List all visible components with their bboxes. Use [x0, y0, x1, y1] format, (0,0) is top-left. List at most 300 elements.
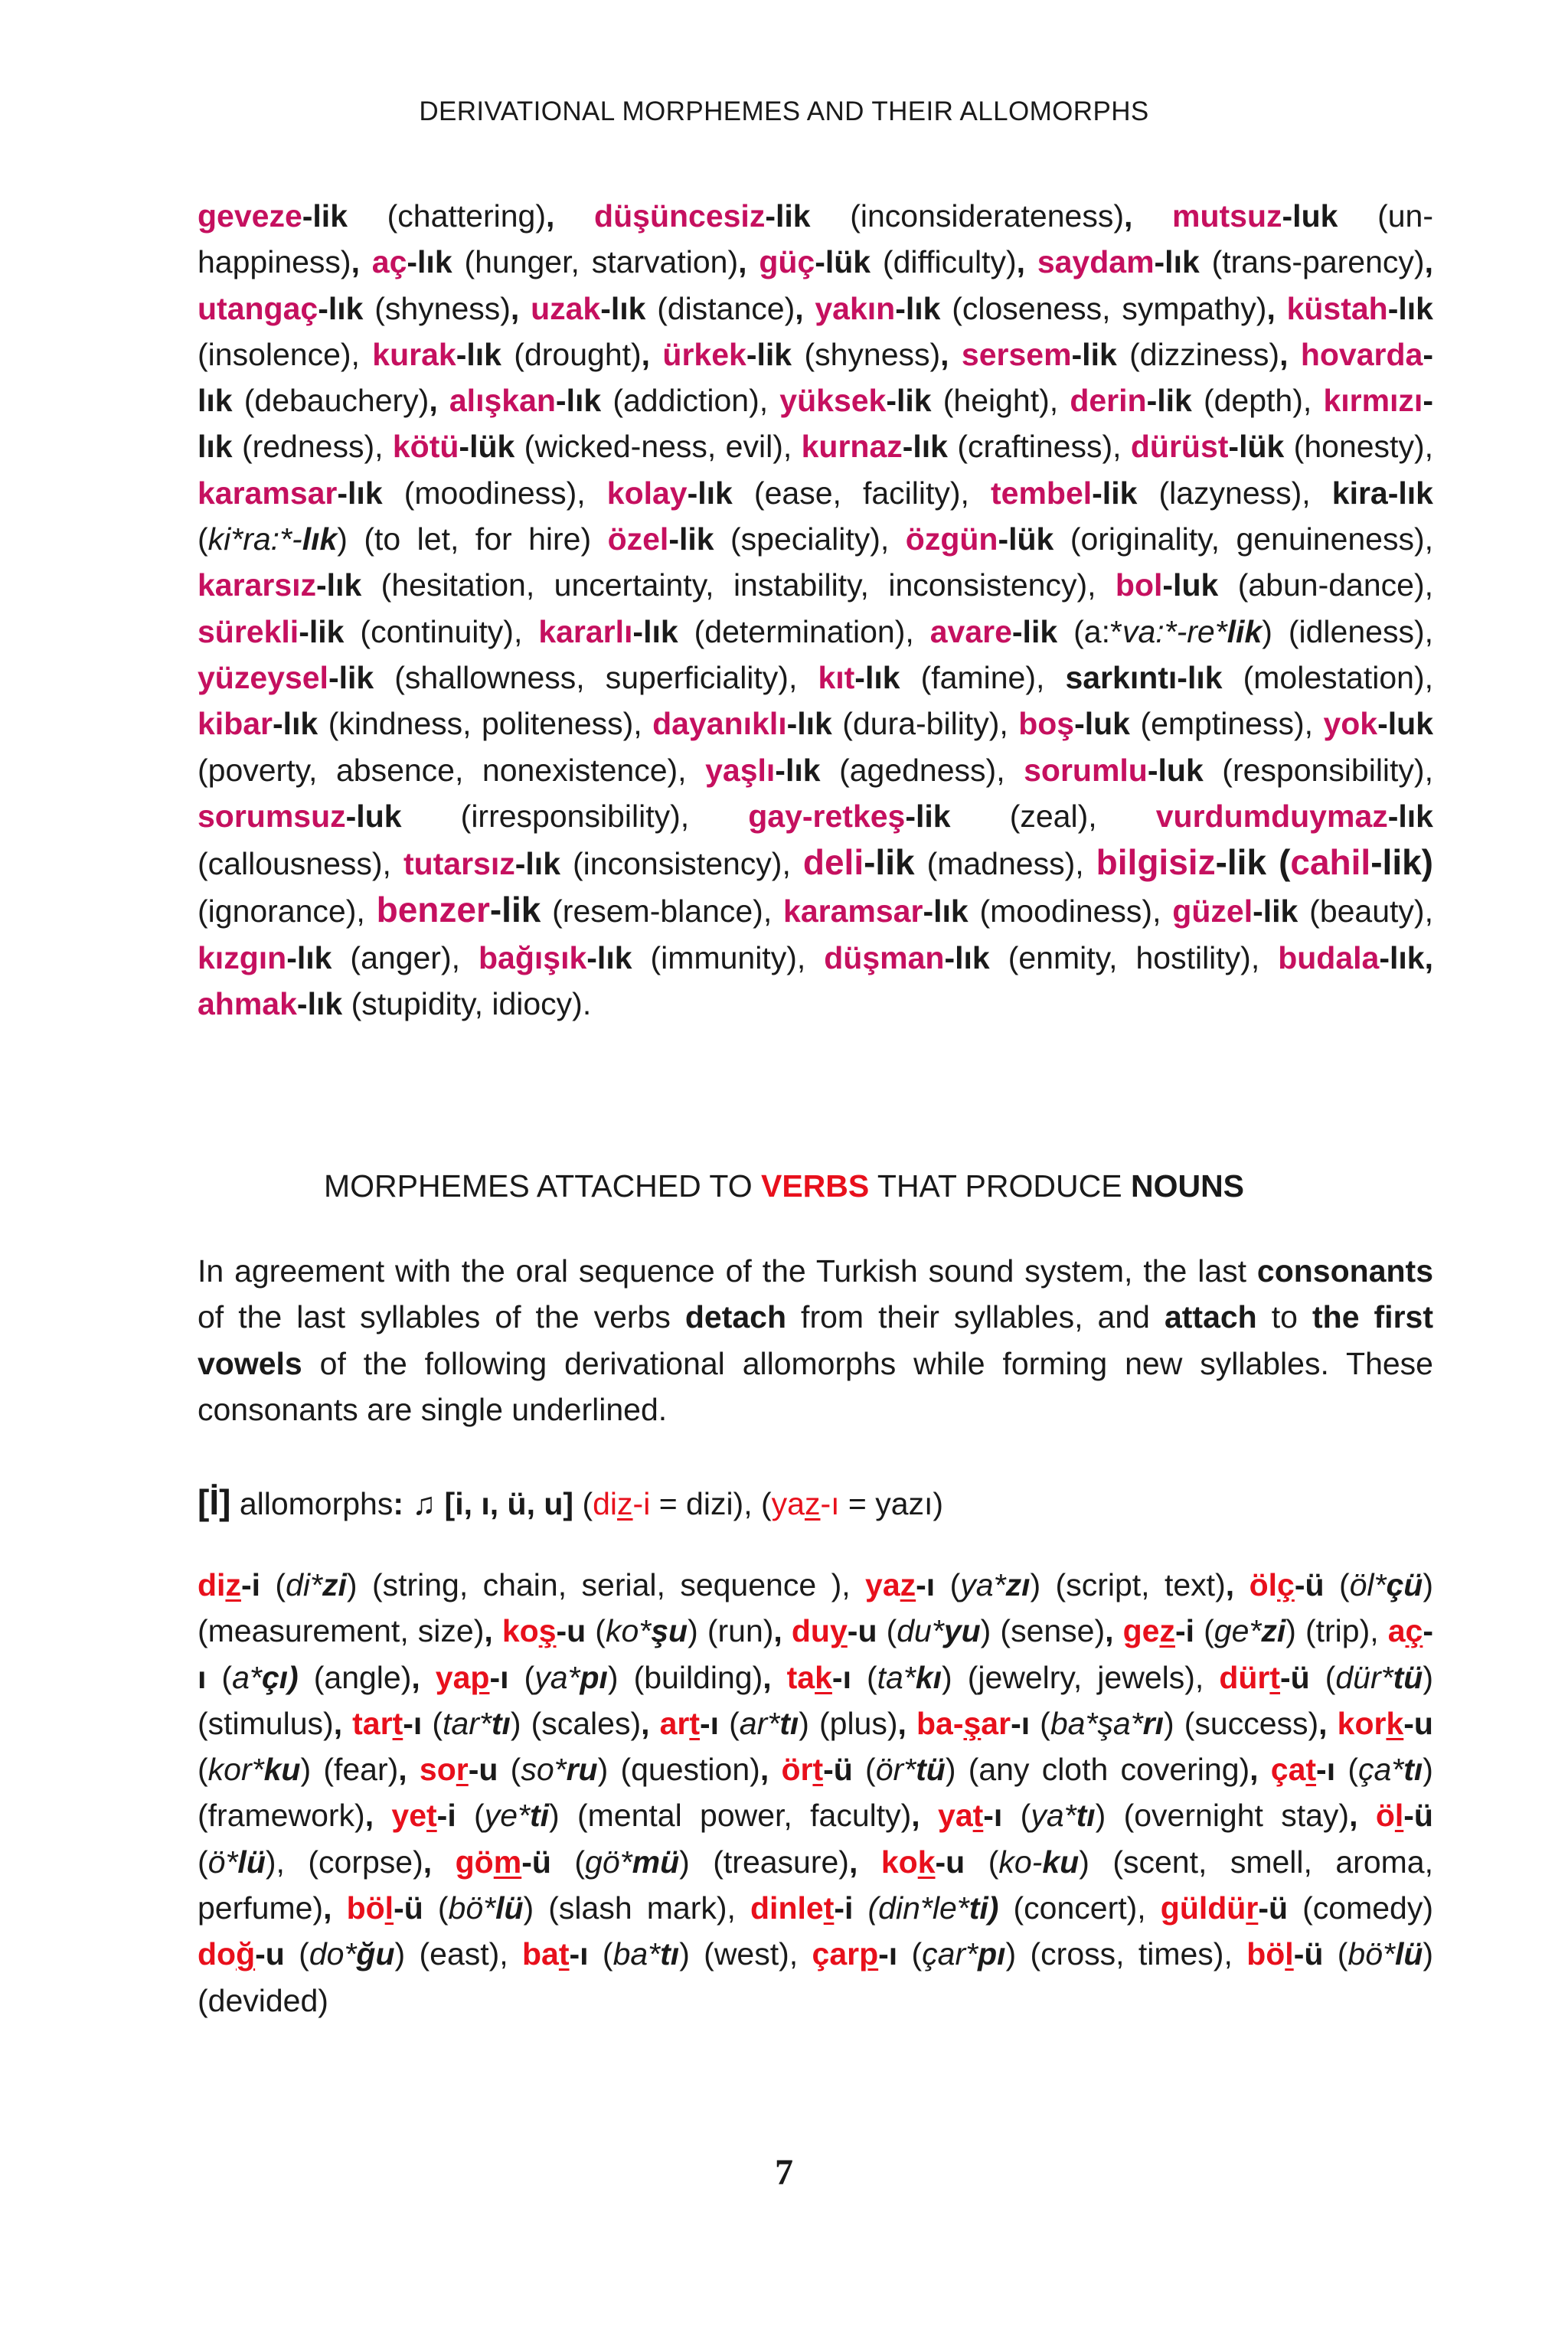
text-run: (stupidity, idiocy). — [342, 986, 592, 1022]
text-run: (insolence), — [198, 336, 373, 372]
text-run: ( — [1002, 1798, 1031, 1834]
heading-nouns: NOUNS — [1130, 1168, 1245, 1204]
pronunciation-stressed: ru — [566, 1752, 598, 1788]
bold-suffix: -lık — [456, 336, 501, 372]
text-run: (craftiness), — [948, 429, 1131, 465]
text-run: (irresponsibility), — [401, 798, 749, 834]
text-run: (a:* — [1057, 613, 1122, 649]
bold-suffix: -ı — [916, 1567, 936, 1602]
bold-suffix: -lik — [1011, 613, 1058, 649]
underlined-consonant: y — [829, 1613, 848, 1649]
bold-suffix: -lük — [815, 244, 871, 280]
text-run: (famine), — [900, 659, 1066, 695]
text-run: (depth), — [1191, 383, 1324, 419]
pronunciation: ye* — [484, 1798, 530, 1834]
stem-word: kötü — [392, 429, 459, 465]
text-run: (emptiness), — [1130, 706, 1324, 742]
bold-suffix: -u — [255, 1936, 285, 1972]
underlined-consonant: z — [617, 1486, 633, 1521]
intro-paragraph — [198, 1248, 1433, 1432]
bold-suffix: , — [351, 244, 372, 280]
text-run: (trans-parency) — [1199, 244, 1425, 280]
stem-word: ya — [865, 1567, 900, 1602]
stem-word: bilgisiz — [1096, 842, 1216, 883]
bold-suffix: , — [940, 336, 962, 372]
stem-word: ör — [781, 1752, 813, 1788]
text-run: (ease, facility), — [732, 475, 991, 511]
pronunciation-stressed: ku — [263, 1752, 301, 1788]
underlined-consonant: ç — [1405, 1613, 1423, 1649]
stem-word: benzer — [376, 890, 490, 930]
stem-word: ürkek — [662, 336, 746, 372]
text-run: ) (success) — [1164, 1705, 1319, 1741]
bold-suffix: , — [641, 336, 663, 372]
pronunciation: ge* — [1214, 1613, 1262, 1649]
bold-suffix: , — [848, 1844, 881, 1880]
stem-word: ya — [435, 1659, 471, 1695]
pronunciation: du* — [897, 1613, 944, 1649]
text-run: ) (jewelry, jewels), — [942, 1659, 1220, 1695]
text-run: ( — [422, 1705, 443, 1741]
bold-suffix: -u — [847, 1613, 877, 1649]
stem-word: sersem — [961, 336, 1072, 372]
bold-suffix: , — [763, 1659, 787, 1695]
stem-word: ye — [391, 1798, 427, 1834]
bold-suffix: -lık — [775, 752, 821, 788]
bold-suffix: -lık — [555, 383, 602, 419]
stem-word: alışkan — [449, 383, 556, 419]
bold-suffix: -lük — [998, 521, 1054, 557]
text-run: ( — [1030, 1705, 1050, 1741]
stem-word: dürüst — [1130, 429, 1229, 465]
bold-suffix: -lik — [1092, 475, 1138, 511]
bold-suffix: -lık — [318, 290, 364, 326]
stem-word: bağışık — [479, 939, 587, 975]
stem-word: ba — [522, 1936, 559, 1972]
stem-word: bol — [1115, 567, 1163, 603]
stem-word: yüzeysel — [198, 659, 328, 695]
bold-suffix: [İ] — [198, 1482, 231, 1522]
pronunciation-stressed: yu — [943, 1613, 981, 1649]
heading-part-1: MORPHEMES ATTACHED TO — [323, 1168, 761, 1204]
bold-suffix: -ü — [1294, 1567, 1325, 1602]
pronunciation: ba* — [612, 1936, 661, 1972]
stem-word: karamsar — [783, 893, 923, 929]
text-run: (abun-dance), — [1218, 567, 1433, 603]
text-run: (callousness), — [198, 846, 403, 882]
stem-word: ba- — [916, 1705, 964, 1741]
text-run: ) (sense) — [980, 1613, 1106, 1649]
bold-suffix: -lık — [407, 244, 452, 280]
text-run: (shyness) — [363, 290, 511, 326]
text-run: ) (string, chain, serial, sequence ), — [346, 1567, 866, 1602]
stem-word: ya — [938, 1798, 973, 1834]
bold-suffix: -u — [468, 1752, 498, 1788]
pronunciation-stressed: ku — [1042, 1844, 1080, 1880]
bold-suffix: , — [411, 1659, 436, 1695]
pronunciation-stressed: ti) — [969, 1890, 999, 1926]
text-run: ) (measurement, size) — [198, 1567, 1433, 1649]
bold-suffix: -ü — [394, 1890, 423, 1926]
bold-suffix: , — [1225, 1567, 1250, 1602]
stem-word: geveze — [198, 198, 302, 234]
pronunciation-stressed: mü — [632, 1844, 680, 1880]
text-run: (moodiness), — [382, 475, 607, 511]
underlined-consonant: p — [859, 1936, 879, 1972]
text-run: ( — [573, 1486, 593, 1521]
text-run: ) (mental power, faculty) — [549, 1798, 912, 1834]
text-run: (chattering) — [348, 198, 547, 234]
text-run: ) (script, text) — [1030, 1567, 1226, 1602]
underlined-consonant: z — [900, 1567, 916, 1602]
stem-word: tutarsız — [403, 846, 515, 882]
stem-word: kararlı — [538, 613, 633, 649]
underlined-consonant: ş — [538, 1613, 557, 1649]
bold-suffix: -u — [556, 1613, 586, 1649]
text-run: ) (scent, smell, aroma, perfume) — [198, 1844, 1433, 1926]
text-run: (immunity), — [632, 939, 825, 975]
bold-suffix: -lik — [668, 521, 714, 557]
pronunciation: gö* — [585, 1844, 632, 1880]
stem-word: saydam — [1037, 244, 1155, 280]
text-run: ( — [456, 1798, 485, 1834]
text-run: (ignorance), — [198, 893, 377, 929]
pronunciation-stressed: zı — [1005, 1567, 1031, 1602]
text-run: from their syllables, and — [786, 1299, 1165, 1335]
pronunciation-stressed: ğu — [356, 1936, 395, 1972]
pronunciation-stressed: çı) — [261, 1659, 299, 1695]
bold-suffix: -lık — [895, 290, 941, 326]
underlined-consonant: l — [1285, 1936, 1294, 1972]
verb-derived-nouns-paragraph — [198, 1562, 1433, 2024]
bold-suffix: sarkıntı-lık — [1065, 659, 1223, 695]
bold-suffix: , — [1124, 198, 1173, 234]
text-run: ( — [1309, 1659, 1336, 1695]
pronunciation: ya* — [960, 1567, 1006, 1602]
stem-word: hovarda — [1300, 336, 1423, 372]
bold-suffix: -lik — [1253, 893, 1298, 929]
bold-suffix: , — [423, 1844, 456, 1880]
bold-suffix: -ı — [983, 1798, 1003, 1834]
text-run: ( — [260, 1567, 286, 1602]
text-run: ( — [198, 1844, 208, 1880]
text-run: ( — [852, 1752, 876, 1788]
stem-word: budala — [1278, 939, 1380, 975]
text-run: ) (slash mark), — [523, 1890, 751, 1926]
bold-suffix: -lık — [632, 613, 678, 649]
bold-suffix: -luk — [1074, 706, 1130, 742]
bold-suffix: : ♫ [i, ı, ü, u] — [393, 1486, 574, 1521]
bold-suffix: -lük — [1228, 429, 1285, 465]
allomorph-line — [198, 1479, 943, 1527]
page-number: 7 — [775, 2152, 793, 2193]
stem-word: güzel — [1172, 893, 1253, 929]
heading-verbs: VERBS — [760, 1168, 870, 1204]
pronunciation: bö* — [448, 1890, 496, 1926]
example-red: -ı — [820, 1486, 840, 1521]
text-run: (dura-bility), — [831, 706, 1019, 742]
stem-word: ko — [501, 1613, 539, 1649]
underlined-consonant: t — [426, 1798, 437, 1834]
stem-word: bö — [1246, 1936, 1285, 1972]
text-run: ) (idleness), — [1262, 613, 1433, 649]
stem-word: yok — [1323, 706, 1378, 742]
underlined-consonant: t — [392, 1705, 403, 1741]
bold-suffix: consonants — [1256, 1253, 1433, 1289]
stem-word: di — [198, 1567, 226, 1602]
bold-suffix: -ü — [521, 1844, 551, 1880]
bold-suffix: -i — [834, 1890, 854, 1926]
bold-suffix: -lık — [1387, 290, 1433, 326]
bold-suffix: -lik — [1146, 383, 1192, 419]
bold-suffix: -ı — [831, 1659, 851, 1695]
underlined-consonant: r — [456, 1752, 469, 1788]
bold-suffix: , — [1250, 1752, 1271, 1788]
stem-word: özgün — [905, 521, 998, 557]
underlined-consonant: t — [1305, 1752, 1317, 1788]
pronunciation: ko- — [998, 1844, 1043, 1880]
stem-word: mutsuz — [1172, 198, 1282, 234]
underlined-consonant: ğ — [236, 1936, 256, 1972]
stem-word: kıt — [818, 659, 855, 695]
pronunciation-stressed: tü — [1393, 1659, 1423, 1695]
pronunciation: a* — [232, 1659, 262, 1695]
text-run: ( — [508, 1659, 535, 1695]
text-run: ) (building) — [607, 1659, 763, 1695]
text-run: (enmity, hostility), — [989, 939, 1279, 975]
text-run: ) (stimulus) — [198, 1659, 1433, 1741]
bold-suffix: -lik — [302, 198, 348, 234]
bold-suffix: -lık — [316, 567, 362, 603]
bold-suffix: , — [911, 1798, 939, 1834]
running-header: DERIVATIONAL MORPHEMES AND THEIR ALLOMORPHS — [419, 96, 1149, 126]
underlined-consonant: l — [384, 1890, 394, 1926]
stem-word: çar — [812, 1936, 860, 1972]
underlined-consonant: k — [815, 1659, 832, 1695]
stem-word: boş — [1018, 706, 1075, 742]
bold-suffix: -lık — [337, 475, 383, 511]
bold-suffix: , — [1279, 336, 1301, 372]
pronunciation: ö* — [207, 1844, 238, 1880]
stem-word: tar — [352, 1705, 393, 1741]
underlined-consonant: ç — [1277, 1567, 1295, 1602]
stem-word: yaşlı — [705, 752, 776, 788]
text-run: ( — [198, 521, 208, 557]
pronunciation-stressed: tı — [779, 1705, 799, 1741]
text-run: = dizi), ( — [650, 1486, 772, 1521]
text-run: (shyness) — [792, 336, 941, 372]
bold-suffix: ( — [1279, 842, 1291, 883]
text-run: ) (west), — [679, 1936, 812, 1972]
bold-suffix: , — [333, 1705, 353, 1741]
stem-word: sorumlu — [1024, 752, 1148, 788]
text-run: (concert), — [998, 1890, 1161, 1926]
bold-suffix: -lık — [586, 939, 632, 975]
stem-word: özel — [607, 521, 669, 557]
bold-suffix: , — [1349, 1798, 1376, 1834]
stem-word: kurak — [372, 336, 456, 372]
text-run: ( — [550, 1844, 586, 1880]
text-run: ) (any cloth covering) — [945, 1752, 1250, 1788]
pronunciation: ar* — [739, 1705, 780, 1741]
stem-word: tembel — [991, 475, 1093, 511]
bold-suffix: -ü — [1258, 1890, 1289, 1926]
stem-word: öl — [1249, 1567, 1277, 1602]
text-run: (closeness, sympathy) — [940, 290, 1267, 326]
stem-word: ar — [981, 1705, 1011, 1741]
text-run: (angle) — [298, 1659, 412, 1695]
bold-suffix: -lik) — [1370, 842, 1433, 883]
text-run: (anger), — [332, 939, 479, 975]
underlined-consonant: k — [1386, 1705, 1404, 1741]
underlined-consonant: t — [558, 1936, 570, 1972]
bold-suffix: -ı — [878, 1936, 898, 1972]
stem-word: derin — [1070, 383, 1147, 419]
bold-suffix: -lık — [854, 659, 900, 695]
text-run: (determination), — [678, 613, 930, 649]
pronunciation-stressed: zi — [1261, 1613, 1286, 1649]
text-run: (wicked-ness, evil), — [514, 429, 802, 465]
text-run: ( — [897, 1936, 923, 1972]
stem-word: dayanıklı — [652, 706, 787, 742]
text-run: ) (overnight stay) — [1095, 1798, 1350, 1834]
stem-word: kor — [1337, 1705, 1387, 1741]
bold-suffix: -lık — [273, 706, 318, 742]
text-run: ) (scales) — [510, 1705, 642, 1741]
bold-suffix: attach — [1164, 1299, 1257, 1335]
text-run: ( — [586, 1613, 606, 1649]
text-run: ( — [851, 1659, 877, 1695]
bold-suffix: -luk — [1377, 706, 1434, 742]
pronunciation: ya* — [534, 1659, 580, 1695]
pronunciation: so* — [521, 1752, 567, 1788]
bold-suffix: -lık — [923, 893, 969, 929]
pronunciation: ça* — [1357, 1752, 1404, 1788]
text-run: (hunger, starvation) — [452, 244, 739, 280]
bold-suffix: -ü — [823, 1752, 853, 1788]
text-run: ( — [877, 1613, 897, 1649]
text-run: (comedy) — [1288, 1890, 1433, 1926]
bold-suffix: -lık — [687, 475, 733, 511]
stem-word: küstah — [1286, 290, 1388, 326]
underlined-consonant: k — [917, 1844, 936, 1880]
bold-suffix: , — [738, 244, 760, 280]
text-run: to — [1256, 1299, 1312, 1335]
text-run: (inconsistency), — [560, 846, 803, 882]
text-run: (zeal), — [950, 798, 1156, 834]
bold-suffix: -luk — [1147, 752, 1204, 788]
text-run: ( — [423, 1890, 449, 1926]
underlined-consonant: z — [804, 1486, 821, 1521]
bold-suffix: , — [510, 290, 531, 326]
bold-suffix: -lık — [296, 986, 343, 1022]
stem-word: kibar — [198, 706, 273, 742]
section-heading — [0, 1168, 1568, 1204]
bold-suffix: -ü — [1280, 1659, 1310, 1695]
stem-word: gay-retkeş — [748, 798, 906, 834]
text-run: (un-happiness) — [198, 198, 1433, 280]
text-run: ( — [1323, 1936, 1348, 1972]
text-run: ) (devided) — [198, 1936, 1434, 2018]
text-run: (poverty, absence, nonexistence), — [198, 752, 706, 788]
bold-suffix: -lık — [514, 846, 561, 882]
text-run: (distance) — [645, 290, 795, 326]
bold-suffix: -ı — [489, 1659, 509, 1695]
text-run: ( — [588, 1936, 613, 1972]
pronunciation-stressed: kı — [915, 1659, 942, 1695]
stem-word: ge — [1122, 1613, 1160, 1649]
pronunciation: kor* — [207, 1752, 264, 1788]
pronunciation-stressed: lık — [302, 521, 338, 557]
text-run: (redness), — [232, 429, 393, 465]
bold-suffix: -lük — [459, 429, 515, 465]
bold-suffix: the first vowels — [198, 1299, 1433, 1381]
text-run: (moodiness), — [968, 893, 1173, 929]
bold-suffix: , — [1318, 1705, 1338, 1741]
stem-word: gö — [455, 1844, 494, 1880]
pronunciation-stressed: tı — [1076, 1798, 1096, 1834]
text-run: ( — [935, 1567, 961, 1602]
stem-word: utangaç — [198, 290, 318, 326]
pronunciation: çar* — [922, 1936, 978, 1972]
pronunciation-stressed: zi — [322, 1567, 347, 1602]
bold-suffix: , — [641, 1705, 660, 1741]
pronunciation-stressed: çü — [1386, 1567, 1423, 1602]
bold-suffix: -lik — [299, 613, 345, 649]
pronunciation: ta* — [877, 1659, 916, 1695]
underlined-consonant: t — [823, 1890, 835, 1926]
pronunciation: (din*le* — [867, 1890, 969, 1926]
bold-suffix: -u — [935, 1844, 965, 1880]
stem-word: kurnaz — [801, 429, 903, 465]
stem-word: bö — [346, 1890, 385, 1926]
bold-suffix: -lik — [905, 798, 951, 834]
text-run: (madness), — [914, 846, 1096, 882]
bold-suffix: -luk — [1162, 567, 1219, 603]
text-run: ( — [1194, 1613, 1214, 1649]
pronunciation-stressed: tı — [1403, 1752, 1423, 1788]
text-run: (molestation), — [1222, 659, 1433, 695]
text-run: ) (east), — [394, 1936, 523, 1972]
text-run — [853, 1890, 867, 1926]
pronunciation-stressed: lü — [495, 1890, 524, 1926]
bold-suffix: -lık — [198, 336, 1433, 419]
bold-suffix: , — [546, 198, 595, 234]
pronunciation: tar* — [443, 1705, 492, 1741]
text-run: ) (cross, times), — [1005, 1936, 1247, 1972]
bold-suffix: -ü — [1403, 1798, 1433, 1834]
text-run: (honesty), — [1284, 429, 1433, 465]
underlined-consonant: r — [1246, 1890, 1259, 1926]
pronunciation-stressed: şu — [651, 1613, 688, 1649]
bold-suffix: kira-lık — [1331, 475, 1433, 511]
pronunciation-stressed: lik — [1227, 613, 1263, 649]
underlined-consonant: z — [225, 1567, 241, 1602]
bold-suffix: -lik — [886, 383, 932, 419]
stem-word: karamsar — [198, 475, 338, 511]
pronunciation-stressed: pı — [978, 1936, 1006, 1972]
bold-suffix: -ı — [569, 1936, 589, 1972]
text-run: ( — [965, 1844, 999, 1880]
pronunciation: bö* — [1348, 1936, 1395, 1972]
stem-word: kırmızı — [1323, 383, 1423, 419]
text-run: (beauty), — [1298, 893, 1433, 929]
heading-part-2: THAT PRODUCE — [869, 1168, 1131, 1204]
bold-suffix: -lık — [1387, 798, 1433, 834]
bold-suffix: -u — [1403, 1705, 1433, 1741]
underlined-consonant: t — [972, 1798, 984, 1834]
text-run: ) (fear) — [300, 1752, 399, 1788]
